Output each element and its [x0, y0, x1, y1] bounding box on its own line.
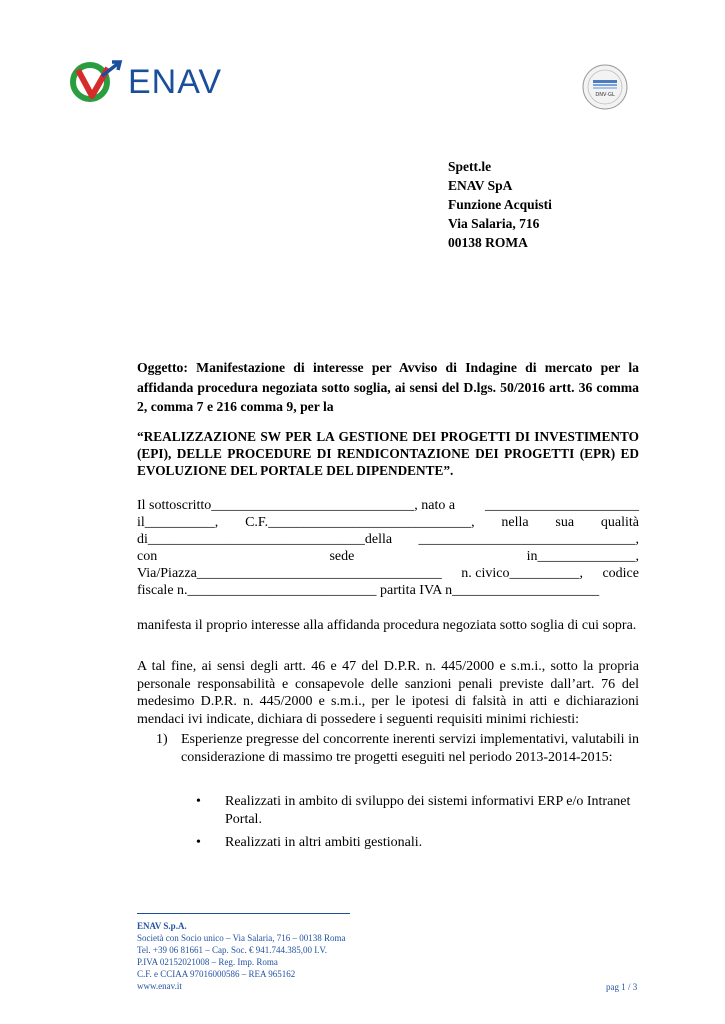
form-word: sede — [329, 549, 355, 564]
company-field: _______________________________, — [418, 532, 639, 547]
subject-paragraph: Oggetto: Manifestazione di interesse per Avviso di Indagine di mercato per la affidanda procedura negoziata sotto soglia, ai sensi del D.lgs. 50/2016 artt. 36 comma 2, comma 7 e 216 comma 9, per la — [137, 360, 639, 414]
form-word: nella — [501, 515, 529, 530]
address-line: Spett.le — [448, 159, 492, 174]
enav-logo — [68, 56, 223, 106]
role-field: di_______________________________della — [137, 532, 393, 547]
item-number: 1) — [156, 732, 168, 747]
form-line-6 — [137, 582, 639, 599]
fiscal-vat-field: fiscale n.___________________________ partita IVA n_____________________ — [137, 583, 600, 598]
bullet-text: Realizzati in altri ambiti gestionali. — [225, 835, 423, 850]
certification-seal — [581, 63, 629, 111]
city-field: in______________, — [526, 549, 639, 564]
form-line-4 — [137, 548, 639, 565]
street-field: Via/Piazza___________________________________ — [137, 566, 442, 581]
certification-seal-icon — [581, 63, 629, 111]
footer-line: Società con Socio unico – Via Salaria, 716 – 00138 Roma — [137, 933, 346, 943]
footer-line: C.F. e CCIAA 97016000586 – REA 965162 — [137, 969, 296, 979]
form-word: con — [137, 549, 158, 564]
recipient-address — [448, 157, 552, 252]
footer-line: P.IVA 02152021008 – Reg. Imp. Roma — [137, 957, 278, 967]
address-line: Via Salaria, 716 — [448, 216, 540, 231]
bullet-icon: • — [196, 835, 201, 850]
birthdate-field: il__________, — [137, 515, 219, 530]
address-line: ENAV SpA — [448, 178, 513, 193]
form-line-5 — [137, 565, 639, 582]
footer-divider — [137, 913, 350, 914]
seal-label: DNV·GL — [595, 92, 615, 98]
interest-paragraph: manifesta il proprio interesse alla affidanda procedura negoziata sotto soglia di cui sopra. — [137, 618, 637, 633]
birthplace-field: ______________________ — [485, 498, 639, 513]
form-word: codice — [602, 566, 639, 581]
footer-website-link[interactable]: www.enav.it — [137, 981, 182, 991]
signatory-field: Il sottoscritto_____________________________, nato a — [137, 498, 456, 513]
address-line: 00138 ROMA — [448, 235, 528, 250]
page-number: pag 1 / 3 — [606, 982, 638, 992]
form-line-2 — [137, 514, 639, 531]
tax-code-field: C.F._____________________________, — [245, 515, 475, 530]
declaration-paragraph: A tal fine, ai sensi degli artt. 46 e 47 del D.P.R. n. 445/2000 e s.m.i., sotto la propria personale responsabilità e consapevole delle sanzioni penali previste dall’art. 76 del medesimo D.P.R. n. 445/2000 e s.m.i., per le ipotesi di falsità in atti e dichiarazioni mendaci ivi indicate, dichiara di possedere i seguenti requisiti minimi richiesti: — [137, 659, 639, 727]
logo-text: ENAV — [128, 63, 223, 101]
bullet-icon: • — [196, 794, 201, 809]
form-word: sua — [555, 515, 575, 530]
enav-logo-mark-icon — [68, 56, 130, 106]
item-text: Esperienze pregresse del concorrente inerenti servizi implementativi, valutabili in considerazione di massimo tre progetti eseguiti nel periodo 2013-2014-2015: — [181, 732, 639, 765]
address-line: Funzione Acquisti — [448, 197, 552, 212]
footer — [137, 920, 346, 992]
form-word: qualità — [600, 515, 639, 530]
footer-company: ENAV S.p.A. — [137, 921, 187, 931]
procurement-title: “REALIZZAZIONE SW PER LA GESTIONE DEI PROGETTI DI INVESTIMENTO (EPI), DELLE PROCEDURE DI RENDICONTAZIONE DEI PROGETTI (EPR) ED EVOLUZIONE DEL PORTALE DEL DIPENDENTE”. — [137, 429, 639, 478]
bullet-text: Realizzati in ambito di sviluppo dei sistemi informativi ERP e/o Intranet Portal. — [225, 794, 631, 827]
footer-line: Tel. +39 06 81661 – Cap. Soc. € 941.744.385,00 I.V. — [137, 945, 328, 955]
street-number-field: n. civico__________, — [461, 566, 583, 581]
form-line-3 — [137, 531, 639, 548]
form-line-1 — [137, 497, 639, 514]
